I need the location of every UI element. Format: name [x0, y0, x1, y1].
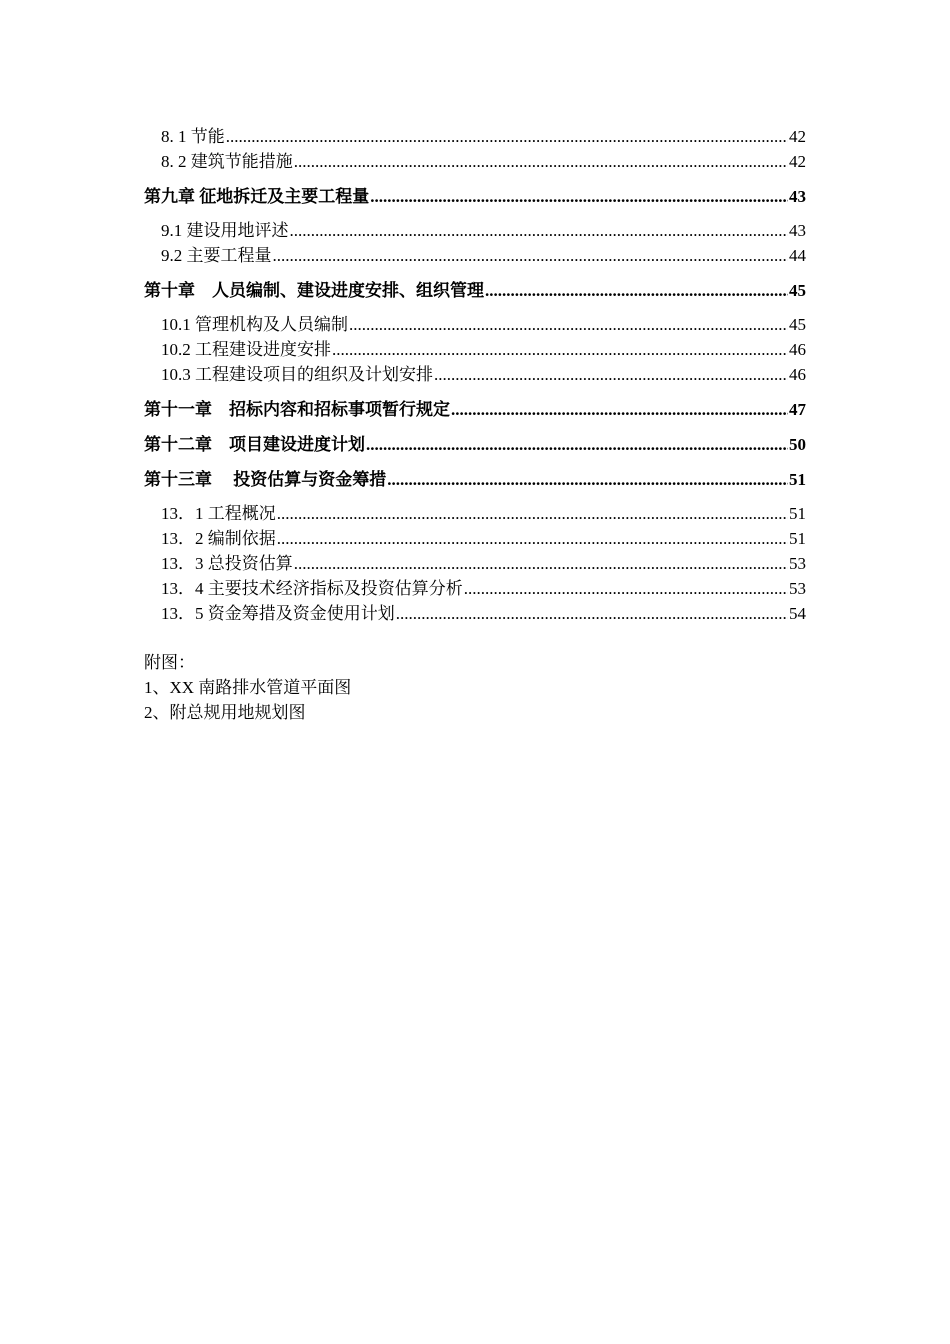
toc-page-number: 42 — [789, 127, 806, 146]
toc-leader-dots — [226, 124, 788, 149]
toc-chapter-entry[interactable] — [144, 432, 806, 457]
toc-page-number: 50 — [789, 435, 806, 454]
toc-leader-dots — [332, 337, 788, 362]
toc-entry-title: 第九章 征地拆迁及主要工程量 — [144, 187, 370, 206]
toc-page-number: 53 — [789, 579, 806, 598]
toc-chapter-entry[interactable] — [144, 397, 806, 422]
toc-leader-dots — [434, 362, 788, 387]
toc-leader-dots — [370, 184, 788, 209]
toc-page-number: 43 — [789, 221, 806, 240]
toc-leader-dots — [396, 601, 788, 626]
toc-page-number: 44 — [789, 246, 806, 265]
toc-section-entry[interactable] — [144, 337, 806, 362]
toc-leader-dots — [273, 243, 789, 268]
toc-entry-title: 10.1 管理机构及人员编制 — [161, 315, 348, 334]
toc-section-entry[interactable] — [144, 312, 806, 337]
toc-entry-title: 8. 1 节能 — [161, 127, 225, 146]
toc-chapter-entry[interactable] — [144, 467, 806, 492]
toc-leader-dots — [387, 467, 788, 492]
toc-leader-dots — [290, 218, 789, 243]
toc-entry-title: 13．1 工程概况 — [161, 504, 276, 523]
toc-section-entry[interactable] — [144, 526, 806, 551]
toc-section-entry[interactable] — [144, 601, 806, 626]
toc-entry-title: 13．4 主要技术经济指标及投资估算分析 — [161, 579, 463, 598]
toc-page-number: 54 — [789, 604, 806, 623]
toc-leader-dots — [294, 551, 788, 576]
toc-page-number: 43 — [789, 187, 806, 206]
toc-entry-title: 8. 2 建筑节能措施 — [161, 152, 293, 171]
appendix-section — [144, 650, 351, 725]
toc-page-number: 46 — [789, 340, 806, 359]
toc-leader-dots — [349, 312, 788, 337]
toc-leader-dots — [451, 397, 788, 422]
toc-page-number: 53 — [789, 554, 806, 573]
toc-section-entry[interactable] — [144, 362, 806, 387]
table-of-contents — [144, 124, 806, 626]
appendix-item: 1、XX 南路排水管道平面图 — [144, 678, 352, 697]
toc-entry-title: 13．2 编制依据 — [161, 529, 276, 548]
toc-leader-dots — [294, 149, 788, 174]
toc-entry-title: 第十三章 投资估算与资金筹措 — [144, 470, 387, 489]
toc-page-number: 51 — [789, 529, 806, 548]
appendix-heading: 附图： — [144, 653, 195, 672]
toc-page-number: 45 — [789, 281, 806, 300]
toc-section-entry[interactable] — [144, 149, 806, 174]
toc-page-number: 51 — [789, 504, 806, 523]
toc-page-number: 45 — [789, 315, 806, 334]
toc-entry-title: 10.2 工程建设进度安排 — [161, 340, 331, 359]
toc-entry-title: 9.2 主要工程量 — [161, 246, 272, 265]
toc-page-number: 51 — [789, 470, 806, 489]
toc-page-number: 47 — [789, 400, 806, 419]
toc-chapter-entry[interactable] — [144, 184, 806, 209]
toc-leader-dots — [277, 526, 788, 551]
toc-leader-dots — [485, 278, 788, 303]
toc-section-entry[interactable] — [144, 218, 806, 243]
appendix-item: 2、附总规用地规划图 — [144, 703, 306, 722]
toc-entry-title: 第十二章 项目建设进度计划 — [144, 435, 365, 454]
toc-page-number: 46 — [789, 365, 806, 384]
toc-section-entry[interactable] — [144, 243, 806, 268]
toc-page-number: 42 — [789, 152, 806, 171]
toc-entry-title: 9.1 建设用地评述 — [161, 221, 289, 240]
toc-entry-title: 第十一章 招标内容和招标事项暂行规定 — [144, 400, 450, 419]
toc-leader-dots — [464, 576, 788, 601]
toc-entry-title: 10.3 工程建设项目的组织及计划安排 — [161, 365, 433, 384]
toc-section-entry[interactable] — [144, 551, 806, 576]
toc-chapter-entry[interactable] — [144, 278, 806, 303]
toc-entry-title: 第十章 人员编制、建设进度安排、组织管理 — [144, 281, 484, 300]
toc-entry-title: 13．5 资金筹措及资金使用计划 — [161, 604, 395, 623]
toc-section-entry[interactable] — [144, 576, 806, 601]
toc-section-entry[interactable] — [144, 124, 806, 149]
toc-section-entry[interactable] — [144, 501, 806, 526]
toc-entry-title: 13．3 总投资估算 — [161, 554, 293, 573]
toc-leader-dots — [277, 501, 788, 526]
toc-leader-dots — [366, 432, 788, 457]
